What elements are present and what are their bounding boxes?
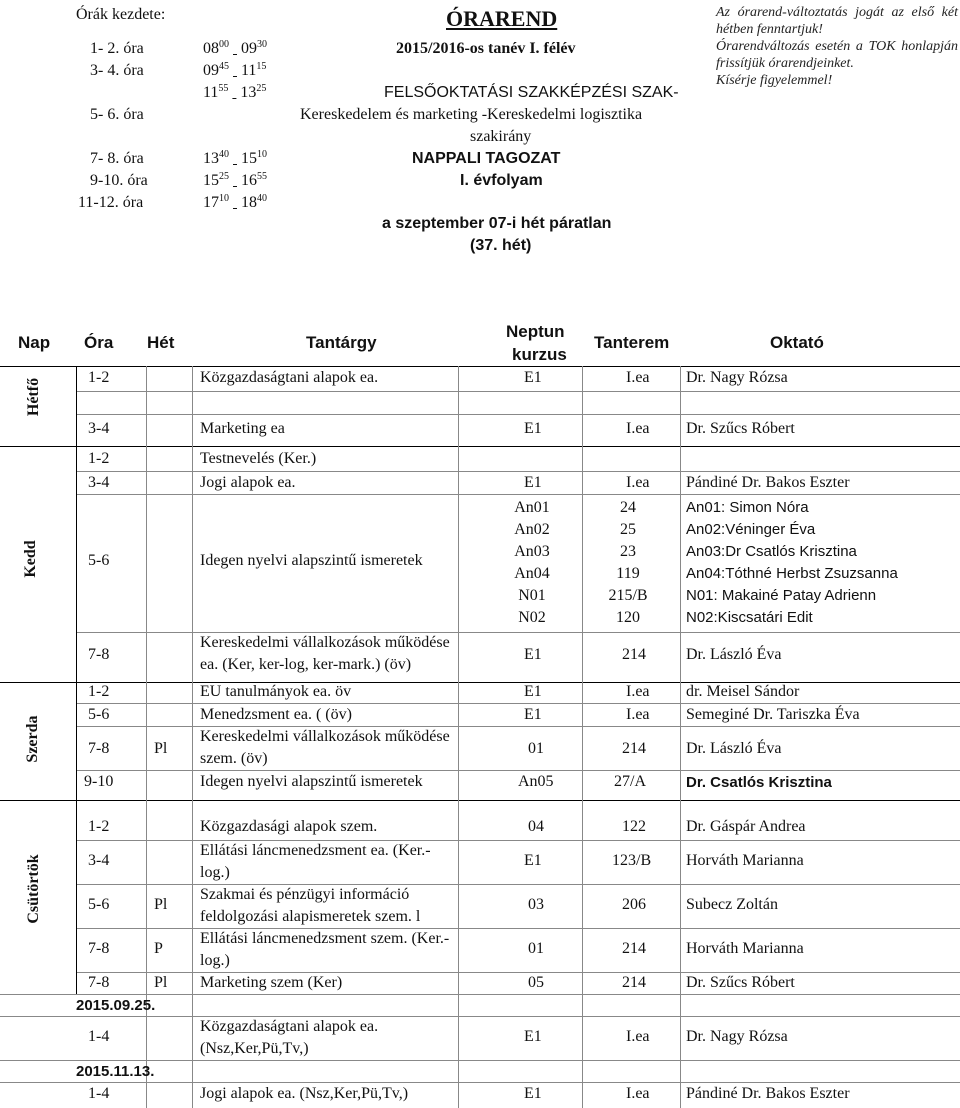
row-subject: Jogi alapok ea. xyxy=(200,474,296,491)
row-period: 1-2 xyxy=(88,369,110,386)
row-subject: Szakmai és pénzügyi információ xyxy=(200,886,410,903)
row-subject: Közgazdaságtani alapok ea. xyxy=(200,1018,379,1035)
row-teacher: Dr. Csatlós Krisztina xyxy=(686,774,832,791)
teacher-entry: An04:Tóthné Herbst Zsuzsanna xyxy=(686,565,898,582)
row-course: E1 xyxy=(524,646,542,663)
room-code: 25 xyxy=(620,521,636,538)
row-subject-cont: (Nsz,Ker,Pü,Tv,) xyxy=(200,1040,309,1057)
teacher-entry: An01: Simon Nóra xyxy=(686,499,809,516)
row-room: I.ea xyxy=(626,683,650,700)
row-subject: Közgazdaságtani alapok ea. xyxy=(200,369,379,386)
row-teacher: Dr. Szűcs Róbert xyxy=(686,420,795,437)
row-course: An05 xyxy=(518,773,554,790)
row-line xyxy=(76,884,960,885)
period-3-4-label: 3- 4. óra xyxy=(90,62,144,79)
col-line xyxy=(76,366,77,994)
row-room: 214 xyxy=(622,646,646,663)
row-course: 05 xyxy=(528,974,544,991)
row-teacher: Dr. Gáspár Andrea xyxy=(686,818,806,835)
row-week: Pl xyxy=(154,740,168,757)
period-9-10-label: 9-10. óra xyxy=(90,172,148,189)
col-line xyxy=(680,366,681,1108)
course-code: An01 xyxy=(514,499,550,516)
row-room: 123/B xyxy=(612,852,652,869)
row-line xyxy=(0,1016,960,1017)
specialization-label: Kereskedelem és marketing -Kereskedelmi logisztika xyxy=(300,106,643,123)
row-period: 5-6 xyxy=(88,706,110,723)
day-divider-kedd xyxy=(0,682,960,683)
row-line xyxy=(76,632,960,633)
row-subject: Testnevelés (Ker.) xyxy=(200,450,317,467)
row-teacher: Semeginé Dr. Tariszka Éva xyxy=(686,706,860,723)
period-7-8-label: 7- 8. óra xyxy=(90,150,144,167)
course-code: N02 xyxy=(518,609,546,626)
row-room: 214 xyxy=(622,740,646,757)
row-teacher: Horváth Marianna xyxy=(686,852,804,869)
col-line xyxy=(192,366,193,1108)
row-teacher: Dr. László Éva xyxy=(686,740,782,757)
row-course: E1 xyxy=(524,1085,542,1102)
row-teacher: Dr. Nagy Rózsa xyxy=(686,1028,788,1045)
row-line xyxy=(76,770,960,771)
room-code: 120 xyxy=(616,609,640,626)
row-subject: EU tanulmányok ea. öv xyxy=(200,683,352,700)
room-code: 23 xyxy=(620,543,636,560)
row-period: 5-6 xyxy=(88,552,110,569)
row-room: 206 xyxy=(622,896,646,913)
row-subject-cont: log.) xyxy=(200,864,230,881)
row-subject: Marketing szem (Ker) xyxy=(200,974,343,991)
row-teacher-list xyxy=(686,497,898,629)
row-teacher: Horváth Marianna xyxy=(686,940,804,957)
col-header-oktato: Oktató xyxy=(770,333,824,352)
semester-label: 2015/2016-os tanév I. félév xyxy=(396,40,576,57)
week-label: a szeptember 07-i hét páratlan xyxy=(382,215,612,232)
row-line xyxy=(76,840,960,841)
mode-label: NAPPALI TAGOZAT xyxy=(412,150,561,167)
row-period: 3-4 xyxy=(88,474,110,491)
row-line xyxy=(76,726,960,727)
special-date-1: 2015.09.25. xyxy=(76,997,156,1014)
room-code: 24 xyxy=(620,499,636,516)
table-header-divider xyxy=(0,366,960,367)
row-line xyxy=(0,1060,960,1061)
row-subject: Kereskedelmi vállalkozások működése xyxy=(200,728,450,745)
row-line xyxy=(76,972,960,973)
row-period: 1-4 xyxy=(88,1028,110,1045)
row-course: E1 xyxy=(524,1028,542,1045)
row-line xyxy=(0,1082,960,1083)
row-week: Pl xyxy=(154,896,168,913)
col-header-kurzus: kurzus xyxy=(512,345,567,364)
row-period: 5-6 xyxy=(88,896,110,913)
row-room: 214 xyxy=(622,940,646,957)
page-title: ÓRAREND xyxy=(446,6,558,31)
row-period: 1-2 xyxy=(88,450,110,467)
row-teacher: dr. Meisel Sándor xyxy=(686,683,800,700)
row-subject: Idegen nyelvi alapszintű ismeretek xyxy=(200,552,423,569)
row-course: 01 xyxy=(528,740,544,757)
row-period: 1-2 xyxy=(88,818,110,835)
row-room: I.ea xyxy=(626,706,650,723)
row-period: 1-4 xyxy=(88,1085,110,1102)
course-code: An02 xyxy=(514,521,550,538)
row-room: I.ea xyxy=(626,1085,650,1102)
row-course: E1 xyxy=(524,852,542,869)
course-code: N01 xyxy=(518,587,546,604)
row-room: I.ea xyxy=(626,474,650,491)
row-teacher: Pándiné Dr. Bakos Eszter xyxy=(686,1085,850,1102)
notice-text: Az órarend-változtatás jogát az első két hétben fenntartjuk! Órarendváltozás esetén a TOK honlapján frissítjük órarendjeinket. Kísérje figyelemmel! xyxy=(716,5,958,88)
row-line xyxy=(76,703,960,704)
teacher-entry: N02:Kiscsatári Edit xyxy=(686,609,813,626)
row-teacher: Dr. Nagy Rózsa xyxy=(686,369,788,386)
row-period: 3-4 xyxy=(88,852,110,869)
row-subject: Ellátási láncmenedzsment ea. (Ker.- xyxy=(200,842,431,859)
period-11-12-label: 11-12. óra xyxy=(78,194,144,211)
row-line xyxy=(76,391,960,392)
row-course-list xyxy=(500,497,564,629)
period-3-4-time: $09^{45}$ $11^{15}$ xyxy=(203,61,267,79)
period-5-6-label: 5- 6. óra xyxy=(90,106,144,123)
period-11-12-time: $17^{10}$ $18^{40}$ xyxy=(203,193,267,211)
teacher-entry: An02:Véninger Éva xyxy=(686,521,816,538)
row-room: 27/A xyxy=(614,773,646,790)
row-course: 03 xyxy=(528,896,544,913)
row-period: 7-8 xyxy=(88,974,110,991)
teacher-entry: An03:Dr Csatlós Krisztina xyxy=(686,543,857,560)
row-subject: Menedzsment ea. ( (öv) xyxy=(200,706,352,723)
day-label-kedd: Kedd xyxy=(22,540,39,578)
row-subject: Kereskedelmi vállalkozások működése xyxy=(200,634,450,651)
col-header-het: Hét xyxy=(147,333,175,352)
col-line xyxy=(582,366,583,1108)
period-5-6-time: $11^{55}$ $13^{25}$ xyxy=(203,83,267,101)
row-room: I.ea xyxy=(626,420,650,437)
row-line xyxy=(76,471,960,472)
row-course: E1 xyxy=(524,369,542,386)
room-code: 215/B xyxy=(608,587,648,604)
period-1-2-label: 1- 2. óra xyxy=(90,40,144,57)
row-room: 214 xyxy=(622,974,646,991)
row-week: Pl xyxy=(154,974,168,991)
row-teacher: Subecz Zoltán xyxy=(686,896,778,913)
row-period: 3-4 xyxy=(88,420,110,437)
row-period: 7-8 xyxy=(88,646,110,663)
col-header-neptun: Neptun xyxy=(506,322,565,341)
row-subject: Jogi alapok ea. (Nsz,Ker,Pü,Tv,) xyxy=(200,1085,409,1102)
course-code: An04 xyxy=(514,565,550,582)
row-subject: Közgazdasági alapok szem. xyxy=(200,818,378,835)
period-1-2-time: $08^{00}$ $09^{30}$ xyxy=(203,39,267,57)
col-header-nap: Nap xyxy=(18,333,51,352)
row-room: 122 xyxy=(622,818,646,835)
col-header-ora: Óra xyxy=(84,333,114,352)
row-period: 1-2 xyxy=(88,683,110,700)
week-number-label: (37. hét) xyxy=(470,237,532,254)
period-9-10-time: $15^{25}$ $16^{55}$ xyxy=(203,171,267,189)
row-line xyxy=(76,414,960,415)
period-7-8-time: $13^{40}$ $15^{10}$ xyxy=(203,149,267,167)
row-period: 9-10 xyxy=(84,773,114,790)
row-room: I.ea xyxy=(626,1028,650,1045)
row-subject-cont: ea. (Ker, ker-log, ker-mark.) (öv) xyxy=(200,656,412,673)
row-line xyxy=(76,928,960,929)
row-course: 01 xyxy=(528,940,544,957)
col-header-tantargy: Tantárgy xyxy=(306,333,377,352)
class-start-label: Órák kezdete: xyxy=(76,6,166,23)
col-line xyxy=(458,366,459,1108)
course-code: An03 xyxy=(514,543,550,560)
row-course: E1 xyxy=(524,706,542,723)
special-date-2: 2015.11.13. xyxy=(76,1063,155,1080)
row-period: 7-8 xyxy=(88,940,110,957)
day-divider-szerda xyxy=(0,800,960,801)
day-label-csutortok: Csütörtök xyxy=(25,854,42,924)
row-course: E1 xyxy=(524,683,542,700)
specialization-label-cont: szakirány xyxy=(470,128,532,145)
room-code: 119 xyxy=(616,565,640,582)
day-divider-hetfo xyxy=(0,446,960,447)
row-subject: Ellátási láncmenedzsment szem. (Ker.- xyxy=(200,930,450,947)
day-label-szerda: Szerda xyxy=(24,715,41,763)
col-header-tanterem: Tanterem xyxy=(594,333,670,352)
row-week: P xyxy=(154,940,163,957)
row-course: E1 xyxy=(524,474,542,491)
row-subject-cont: szem. (öv) xyxy=(200,750,268,767)
row-subject: Idegen nyelvi alapszintű ismeretek xyxy=(200,773,423,790)
row-period: 7-8 xyxy=(88,740,110,757)
row-room-list xyxy=(596,497,660,629)
day-label-hetfo: Hétfő xyxy=(25,377,42,417)
row-subject-cont: log.) xyxy=(200,952,230,969)
row-line xyxy=(76,494,960,495)
row-teacher: Dr. Szűcs Róbert xyxy=(686,974,795,991)
year-label: I. évfolyam xyxy=(460,172,543,189)
teacher-entry: N01: Makainé Patay Adrienn xyxy=(686,587,877,604)
row-teacher: Pándiné Dr. Bakos Eszter xyxy=(686,474,850,491)
row-line xyxy=(0,994,960,995)
row-subject: Marketing ea xyxy=(200,420,285,437)
row-course: E1 xyxy=(524,420,542,437)
row-course: 04 xyxy=(528,818,544,835)
row-teacher: Dr. László Éva xyxy=(686,646,782,663)
program-label: FELSŐOKTATÁSI SZAKKÉPZÉSI SZAK- xyxy=(384,84,679,101)
row-subject-cont: feldolgozási alapismeretek szem. l xyxy=(200,908,421,925)
row-room: I.ea xyxy=(626,369,650,386)
